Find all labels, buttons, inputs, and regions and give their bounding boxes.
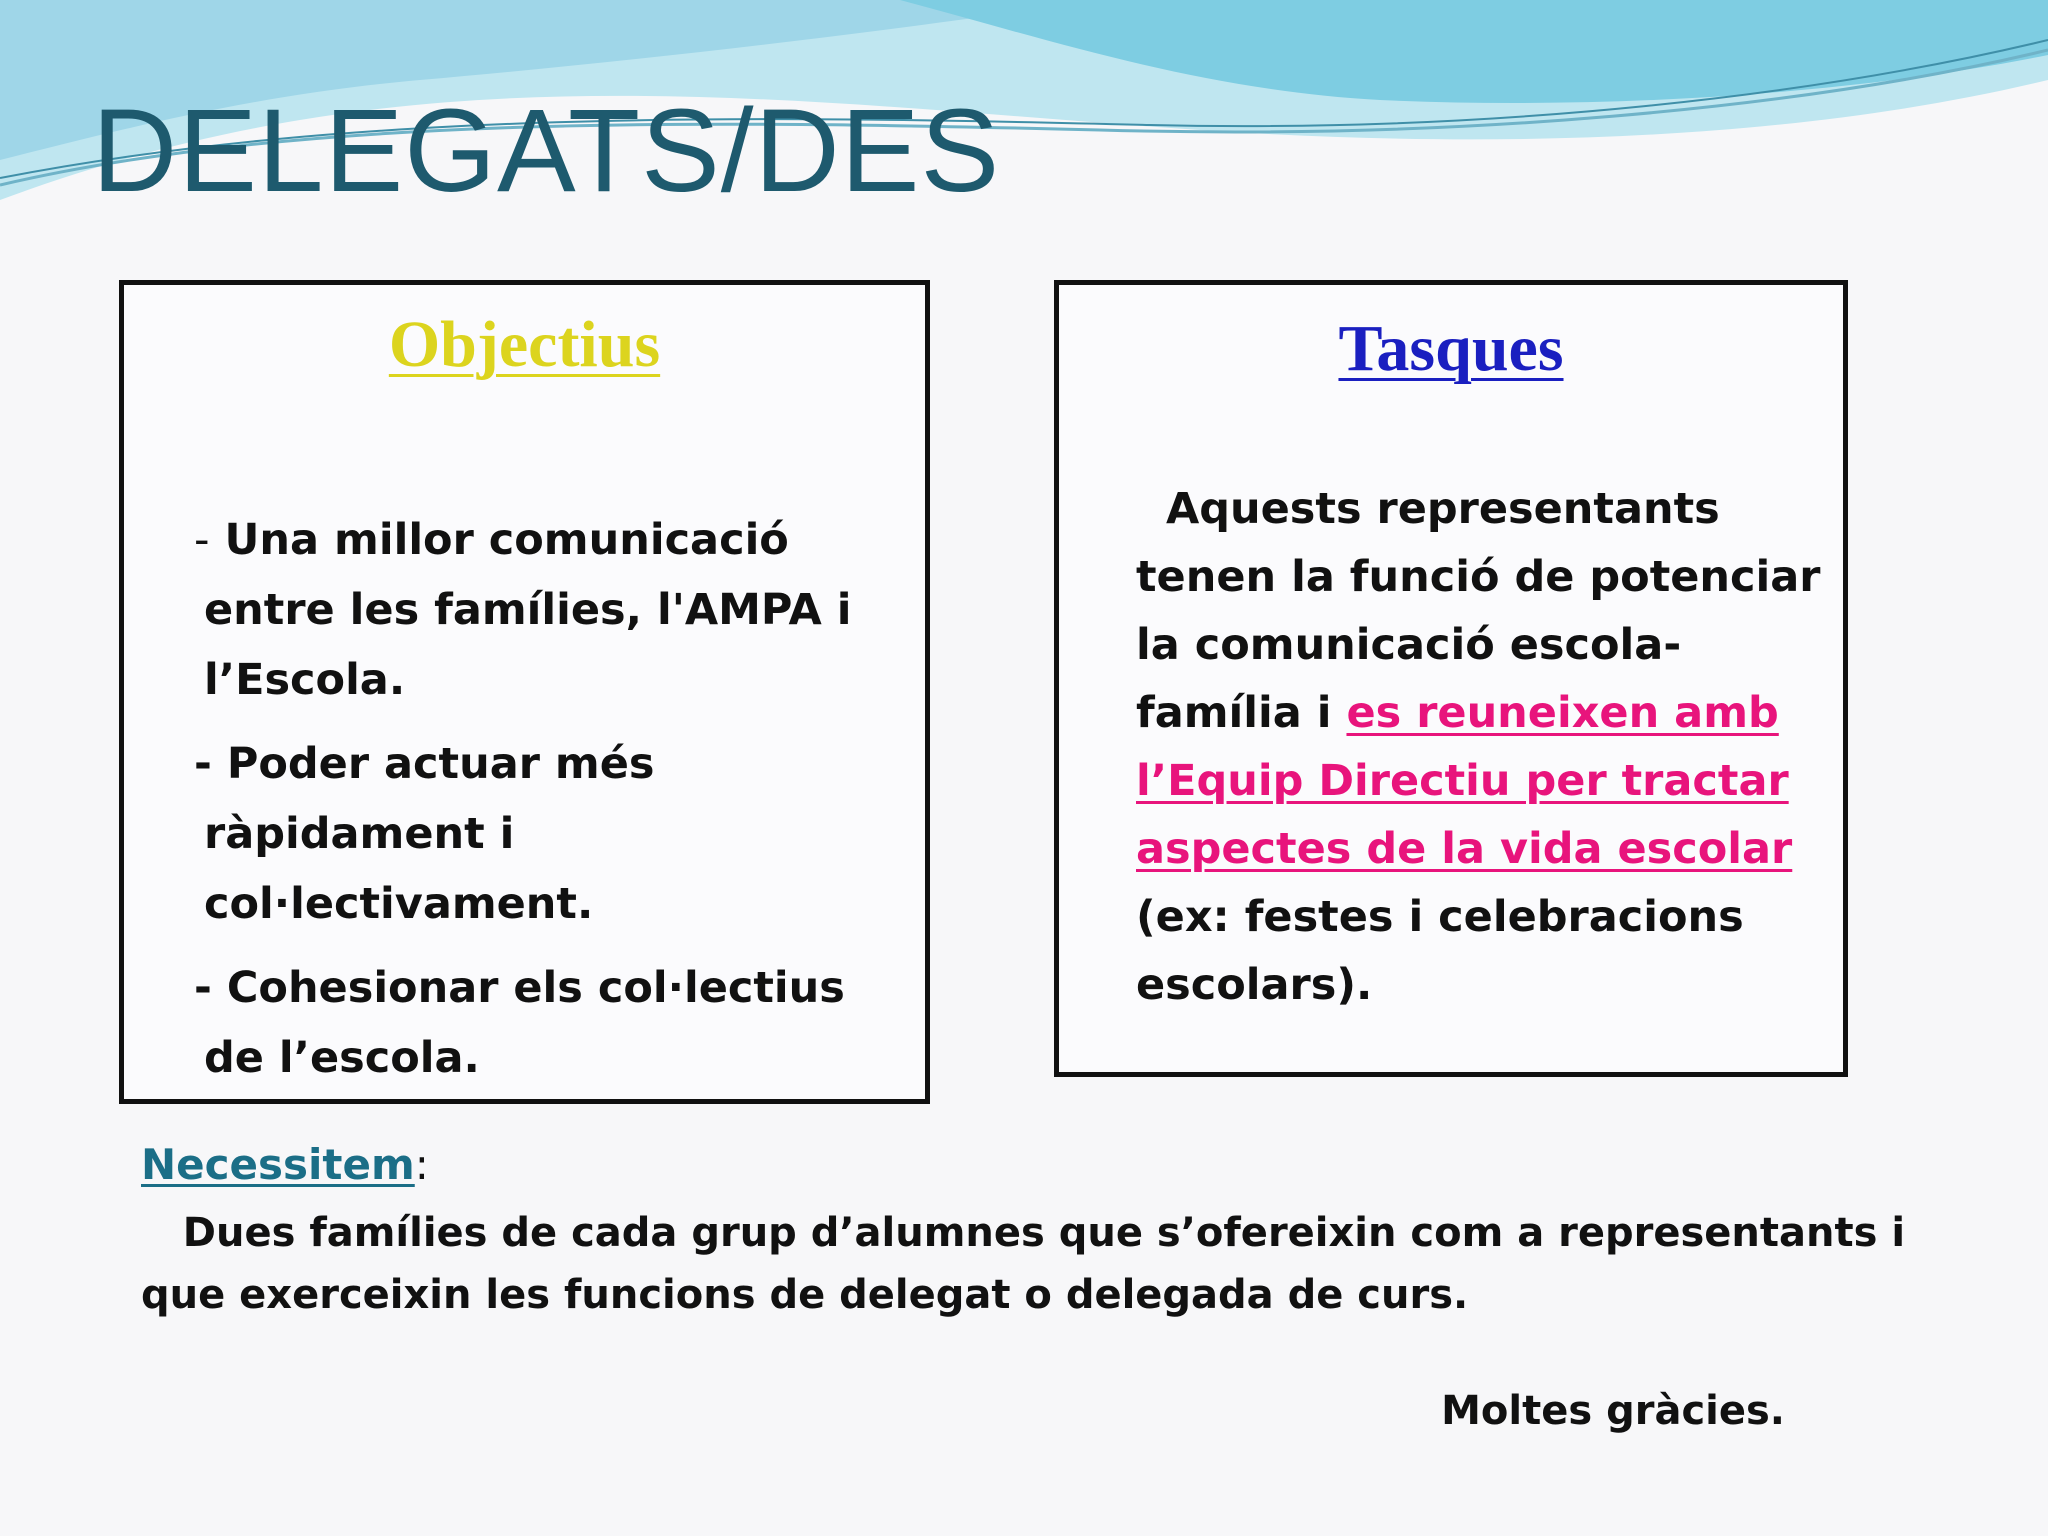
tasks-heading: Tasques [1338, 312, 1564, 385]
need-description [141, 1202, 1921, 1326]
bullet-dash: - [194, 963, 212, 1013]
objective-text: Poder actuar més ràpidament i col·lectivament. [204, 739, 655, 929]
list-item [194, 953, 914, 1093]
bullet-dash: - [194, 515, 210, 565]
list-item [194, 729, 914, 939]
need-heading [141, 1140, 429, 1189]
need-label-link[interactable]: Necessitem [141, 1140, 415, 1189]
objectives-heading: Objectius [388, 308, 661, 381]
tasks-text-after: (ex: festes i celebracions escolars). [1136, 892, 1744, 1010]
need-body-text: Dues famílies de cada grup d’alumnes que s’ofereixin com a representants i que exerceixin les funcions de delegat o delegada de curs. [141, 1210, 1906, 1318]
tasks-text-before: Aquests representants tenen la funció de potenciar la comunicació escola-família i [1136, 484, 1821, 738]
objectives-list [194, 505, 914, 1107]
tasks-box [1054, 280, 1848, 1077]
slide-title: DELEGATS/DES [92, 85, 1001, 217]
tasks-highlight-link[interactable]: es reuneixen amb l’Equip Directiu per tractar aspectes de la vida escolar [1136, 688, 1793, 874]
need-colon: : [414, 1140, 429, 1189]
objectives-box [119, 280, 930, 1104]
objective-text: Una millor comunicació entre les famílies, l'AMPA i l’Escola. [204, 515, 852, 705]
objective-text: Cohesionar els col·lectius de l’escola. [204, 963, 845, 1083]
list-item [194, 505, 914, 715]
bullet-dash: - [194, 739, 212, 789]
closing-thanks: Moltes gràcies. [1441, 1388, 1785, 1434]
tasks-description [1136, 475, 1836, 1019]
